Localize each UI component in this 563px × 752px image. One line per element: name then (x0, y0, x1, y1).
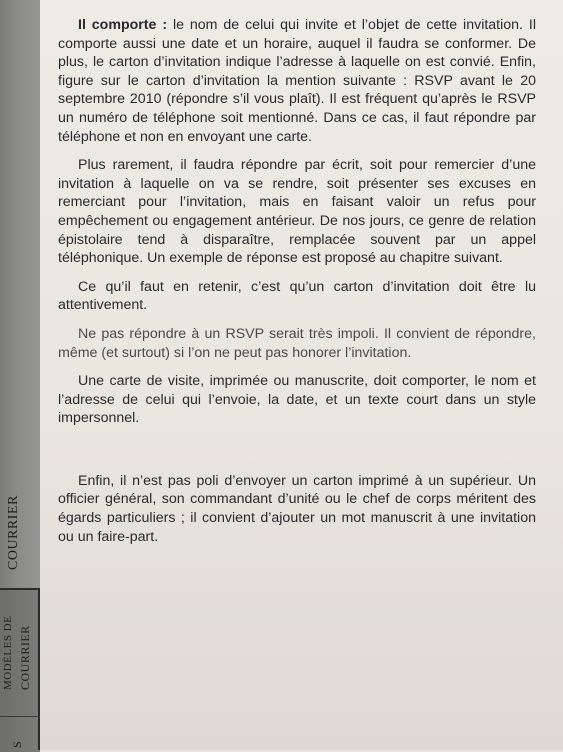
paragraph-invitation-contents (58, 16, 536, 146)
tab-divider-rule (38, 588, 40, 750)
paragraph-lead: Il comporte : (78, 17, 168, 33)
paragraph-written-reply: Plus rarement, il faudra répondre par écrit, soit pour remercier d’une invitation à laquelle on va se rendre, soit présenter ses excuses en remerciant pour l’invitation, mais en faisant valoir un refus pour empêchement ou engagement antérieur. De nos jours, ce genre de relation épistolaire tend à disparaître, remplacée souvent par un appel téléphonique. Un exemple de réponse est proposé au chapitre suivant. (58, 157, 536, 267)
tab-separator (0, 716, 40, 717)
tab-label-courrier: COURRIER (6, 495, 21, 570)
paragraph-text: le nom de celui qui invite et l’objet de cette invitation. Il comporte aussi une date et un horaire, auquel il faudra se conformer. De plus, le carton d’invitation indique l’adresse à laquelle on est convié. Enfin, figure sur le carton d’invitation la mention suivante : RSVP avant le 20 septembre 2010 (répondre s’il vous plaît). Il est fréquent qu’après le RSVP un numéro de téléphone soit mentionné. Dans ce cas, il faut répondre par téléphone et non en envoyant une carte. (58, 17, 536, 145)
chapter-side-tab (0, 0, 40, 750)
paragraph-visiting-card: Une carte de visite, imprimée ou manuscrite, doit comporter, le nom et l’adresse de celui qui l’envoie, la date, et un texte court dans un style impersonnel. (58, 373, 536, 427)
paragraph-retain: Ce qu’il faut en retenir, c’est qu’un carton d’invitation doit être lu attentivement. (58, 278, 536, 314)
tab-label-courrier-2: COURRIER (18, 625, 32, 690)
paragraph-superior: Enfin, il n’est pas poli d’envoyer un carton imprimé à un supérieur. Un officier général, son commandant d’unité ou le chef de corps méritent des égards particuliers ; il convient d’ajouter un mot manuscrit à une invitation ou un faire-part. (58, 472, 536, 545)
tab-upper-section (0, 0, 40, 588)
tab-corner-letter: S (10, 740, 24, 748)
paragraph-rsvp: Ne pas répondre à un RSVP serait très impoli. Il convient de répondre, même (et surtout) si l’on ne peut pas honorer l’invitation. (58, 325, 536, 361)
tab-label-modeles-de: MODÈLES DE (2, 615, 14, 690)
body-text (58, 16, 536, 546)
